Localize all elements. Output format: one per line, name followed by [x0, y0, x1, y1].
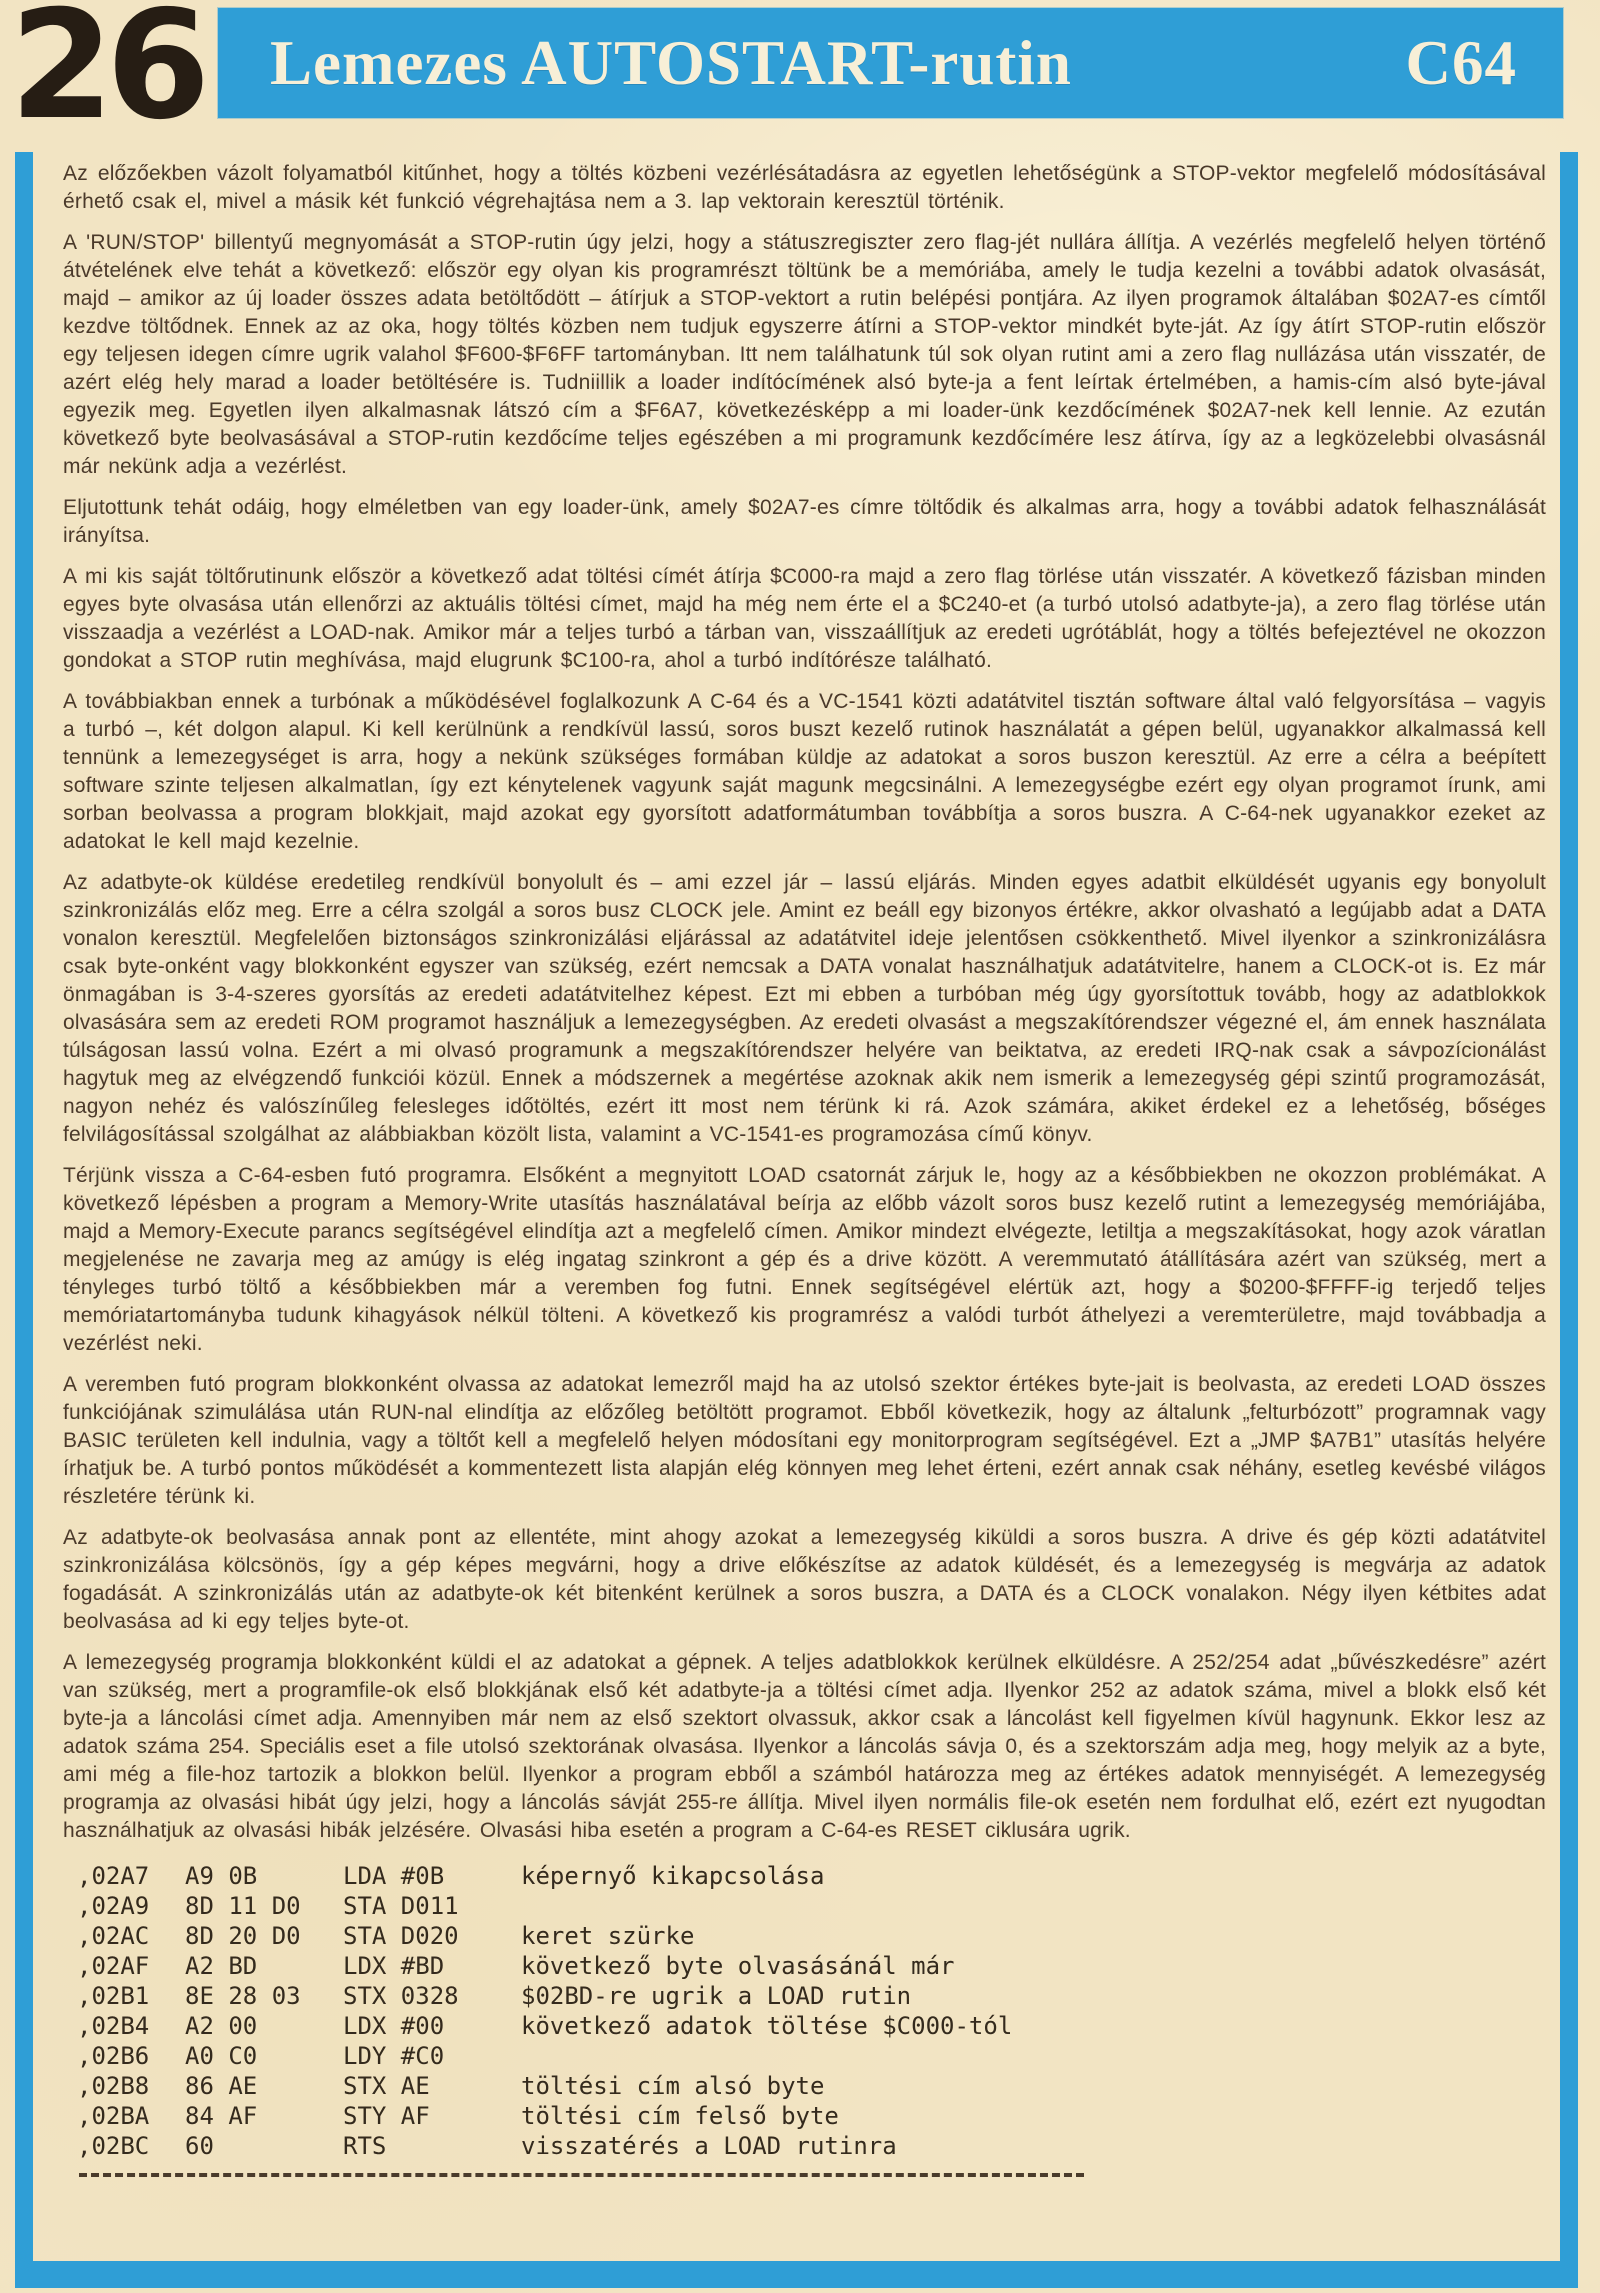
paragraph: A továbbiakban ennek a turbónak a működésével foglalkozunk A C-64 és a VC-1541 közti adatátvitel tisztán software által való felgyorsítása – vagyis a turbó –, két dolgon alapul. Ki kell kerülnünk a rendkívül lassú, soros buszt kezelő rutinok használatát a gépen belül, ugyanakkor alkalmassá kell tennünk a lemezegységet is arra, hogy a nekünk szükséges formában küldje az adatokat a soros buszon keresztül. Az erre a célra a beépített software szinte teljesen alkalmatlan, így ezt kénytelenek vagyunk saját magunk megcsinálni. A lemezegységbe ezért egy olyan programot írunk, ami sorban beolvassa a program blokkjait, majd azokat egy gyorsított adatformátumban továbbítja a soros buszra. A C-64-nek ugyanakkor ezeket az adatokat le kell majd kezelnie. [63, 690, 1546, 853]
listing-comment: töltési cím felső byte [521, 2102, 839, 2130]
listing-row [77, 1891, 1546, 1921]
listing-address: ,02B8 [77, 2072, 150, 2100]
code-listing [77, 1861, 1546, 2177]
listing-bytes: A2 BD [185, 1952, 258, 1980]
listing-address: ,02B4 [77, 2012, 150, 2040]
listing-comment: képernyő kikapcsolása [521, 1862, 825, 1890]
paragraph: Térjünk vissza a C-64-esben futó programra. Elsőként a megnyitott LOAD csatornát zárjuk le, hogy az a későbbiekben ne okozzon problémákat. A következő lépésben a program a Memory-Write utasítás használatával beírja az előbb vázolt soros busz kezelő rutint a lemezegység memóriájába, majd a Memory-Execute parancs segítségével elindítja azt a megfelelő címen. Amikor mindezt elvégezte, letiltja a megszakításokat, hogy azok váratlan megjelenése ne zavarja meg az amúgy is elég ingatag szinkront a gép és a drive között. A veremmutató átállítására azért van szükség, mert a tényleges turbó töltő a későbbiekben már a veremben fog futni. Ennek segítségével elértük azt, hogy a $0200-$FFFF-ig terjedő teljes memóriatartományba tudunk kihagyások nélkül tölteni. A következő kis programrész a valódi turbót áthelyezi a veremterületre, majd továbbadja a vezérlést neki. [63, 1164, 1546, 1355]
listing-row [77, 2011, 1546, 2041]
paragraph: A lemezegység programja blokkonként küldi el az adatokat a gépnek. A teljes adatblokkok kerülnek elküldésre. A 252/254 adat „bűvészkedésre” azért van szükség, mert a programfile-ok első blokkjának első két adatbyte-ja a töltési címet adja. Ilyenkor 252 az adatok száma, mivel a blokk első két byte-ja a láncolási címet adja. Amennyiben már nem az első szektort olvassuk, akkor csak a láncolást kell figyelmen kívül hagynunk. Ekkor lesz az adatok száma 254. Speciális eset a file utolsó szektorának olvasása. Ilyenkor a láncolás sávja 0, és a szektorszám adja meg, hogy melyik az a byte, ami még a file-hoz tartozik a blokkon belül. Ilyenkor a program ebből a számból határozza meg az értékes adatok mennyiségét. A lemezegység programja az olvasási hibát úgy jelzi, hogy a láncolás sávját 255-re állítja. Mivel ilyen normális file-ok esetén nem fordulhat elő, ezért ezt nyugodtan használhatjuk az olvasási hibák jelzésére. Olvasási hiba esetén a program a C-64-es RESET ciklusára ugrik. [63, 1651, 1546, 1842]
paragraph: Az előzőekben vázolt folyamatból kitűnhet, hogy a töltés közbeni vezérlésátadásra az egyetlen lehetőségünk a STOP-vektor megfelelő módosításával érhető csak el, mivel a másik két funkció végrehajtása nem a 3. lap vektorain keresztül történik. [63, 162, 1546, 213]
page-header [0, 0, 1600, 153]
listing-row [77, 1981, 1546, 2011]
listing-row [77, 2131, 1546, 2161]
listing-address: ,02B1 [77, 1982, 150, 2010]
listing-comment [521, 1891, 1546, 1921]
listing-bytes: 86 AE [185, 2072, 258, 2100]
listing-bytes: A0 C0 [185, 2042, 258, 2070]
title-banner [218, 8, 1563, 118]
listing-row [77, 1951, 1546, 1981]
listing-bytes: A9 0B [185, 1862, 258, 1890]
listing-row [77, 1861, 1546, 1891]
paragraph: Eljutottunk tehát odáig, hogy elméletben van egy loader-ünk, amely $02A7-es címre töltődik és alkalmas arra, hogy a további adatok felhasználását irányítsa. [63, 496, 1546, 547]
listing-instruction: STX AE [343, 2072, 430, 2100]
paragraph: A veremben futó program blokkonként olvassa az adatokat lemezről majd ha az utolsó szektor értékes byte-jait is beolvasta, az eredeti LOAD összes funkciójának szimulálása után RUN-nal elindítja az előzőleg betöltött programot. Ebből következik, hogy az általunk „felturbózott” programnak vagy BASIC területen kell indulnia, vagy a töltőt kell a megfelelő helyen módosítani egy monitorprogram segítségével. Ezt a „JMP $A7B1” utasítás helyére írhatjuk be. A turbó pontos működését a kommentezett lista alapján elég könnyen meg lehet érteni, ezért annak csak néhány, esetleg kevésbé világos részletére térünk ki. [63, 1373, 1546, 1508]
listing-instruction: STA D011 [343, 1892, 459, 1920]
listing-bytes: 84 AF [185, 2102, 258, 2130]
paragraph: Az adatbyte-ok küldése eredetileg rendkívül bonyolult és – ami ezzel jár – lassú eljárás. Minden egyes adatbit elküldését ugyanis egy bonyolult szinkronizálás előz meg. Erre a célra szolgál a soros busz CLOCK jele. Amint ez beáll egy bizonyos értékre, akkor olvasható a legújabb adat a DATA vonalon keresztül. Megfelelően biztonságos szinkronizálási eljárással az adatátvitel ideje jelentősen csökkenthető. Mivel ilyenkor a szinkronizálásra csak byte-onként vagy blokkonként egyszer van szükség, ezért nemcsak a DATA vonalat használhatjuk adatátvitelre, hanem a CLOCK-ot is. Ez már önmagában is 3-4-szeres gyorsítás az eredeti adatátvitelhez képest. Ezt mi ebben a turbóban még úgy gyorsítottuk tovább, hogy az adatblokkok olvasására sem az eredeti ROM programot használjuk a lemezegységben. Az eredeti olvasást a megszakítórendszer végezné el, ám ennek használata túlságosan lassú volna. Ezért a mi olvasó programunk a megszakítórendszer helyére van beiktatva, az eredeti IRQ-nak csak a sávpozícionálást hagytuk meg az elvégzendő funkciói közül. Ennek a módszernek a megértése azoknak akik nem ismerik a lemezegység gépi szintű programozását, nagyon nehéz és valószínűleg felesleges időtöltés, ezért itt most nem térünk ki rá. Azok számára, akiket érdekel ez a lehetőség, bőséges felvilágosítással szolgálhat az alábbiakban közölt lista, valamint a VC-1541-es programozása című könyv. [63, 871, 1546, 1146]
listing-address: ,02AC [77, 1922, 150, 1950]
listing-bytes: A2 00 [185, 2012, 258, 2040]
listing-bytes: 8D 11 D0 [185, 1892, 301, 1920]
listing-address: ,02BA [77, 2102, 150, 2130]
listing-address: ,02BC [77, 2132, 150, 2160]
listing-instruction: STX 0328 [343, 1982, 459, 2010]
listing-bytes: 8E 28 03 [185, 1982, 301, 2010]
listing-address: ,02AF [77, 1952, 150, 1980]
paragraph: A mi kis saját töltőrutinunk először a következő adat töltési címét átírja $C000-ra majd a zero flag törlése után visszatér. A következő fázisban minden egyes byte olvasása után ellenőrzi az aktuális töltési címet, majd ha még nem érte el a $C240-et (a turbó utolsó adatbyte-ja), a zero flag törlése után visszaadja a vezérlést a LOAD-nak. Amikor már a teljes turbó a tárban van, visszaállítjuk az eredeti ugrótáblát, hogy a töltés befejeztével ne okozzon gondokat a STOP rutin meghívása, majd elugrunk $C100-ra, ahol a turbó indítórésze található. [63, 565, 1546, 672]
listing-comment [521, 2041, 1546, 2071]
listing-comment: visszatérés a LOAD rutinra [521, 2132, 897, 2160]
listing-address: ,02A7 [77, 1862, 150, 1890]
listing-instruction: STY AF [343, 2102, 430, 2130]
listing-comment: töltési cím alsó byte [521, 2072, 825, 2100]
listing-comment: következő byte olvasásánál már [521, 1952, 955, 1980]
article-title: Lemezes AUTOSTART-rutin [270, 27, 1072, 98]
listing-row [77, 1921, 1546, 1951]
listing-row [77, 2041, 1546, 2071]
listing-instruction: LDA #0B [343, 1862, 445, 1890]
listing-comment: következő adatok töltése $C000-tól [521, 2012, 1013, 2040]
listing-bytes: 8D 20 D0 [185, 1922, 301, 1950]
platform-label: C64 [1405, 27, 1517, 98]
listing-address: ,02A9 [77, 1892, 150, 1920]
content-frame [15, 152, 1578, 2288]
listing-separator [79, 2173, 1084, 2177]
listing-instruction: RTS [343, 2132, 387, 2160]
article-body [63, 160, 1546, 1845]
page-number: 26 [9, 0, 203, 153]
paragraph: Az adatbyte-ok beolvasása annak pont az ellentéte, mint ahogy azokat a lemezegység kiküldi a soros buszra. A drive és gép közti adatátvitel szinkronizálása kölcsönös, így a gép képes megvárni, hogy a drive előkészítse az adatok küldését, és a lemezegység is megvárja az adatok fogadását. A szinkronizálás után az adatbyte-ok két bitenként kerülnek a soros buszra, a DATA és a CLOCK vonalakon. Négy ilyen kétbites adat beolvasása ad ki egy teljes byte-ot. [63, 1526, 1546, 1633]
listing-instruction: LDX #00 [343, 2012, 445, 2040]
listing-comment: $02BD-re ugrik a LOAD rutin [521, 1982, 912, 2010]
listing-instruction: LDX #BD [343, 1952, 445, 1980]
listing-bytes: 60 [185, 2132, 214, 2160]
listing-instruction: LDY #C0 [343, 2042, 445, 2070]
paragraph: A 'RUN/STOP' billentyű megnyomását a STOP-rutin úgy jelzi, hogy a státuszregiszter zero flag-jét nullára állítja. A vezérlés megfelelő helyen történő átvételének elve tehát a következő: először egy olyan kis programrészt töltünk be a memóriába, amely le tudja kezelni a további adatok olvasását, majd – amikor az új loader összes adata betöltődött – átírjuk a STOP-vektort a rutin belépési pontjára. Az ilyen programok általában $02A7-es címtől kezdve töltődnek. Ennek az az oka, hogy töltés közben nem tudjuk egyszerre átírni a STOP-vektor mindkét byte-ját. Az így átírt STOP-rutin először egy teljesen idegen címre ugrik valahol $F600-$F6FF tartományban. Itt nem találhatunk túl sok olyan rutint ami a zero flag nullázása után visszatér, de azért elég hely marad a loader betöltésére is. Tudniillik a loader indítócímének alsó byte-ja a fent leírtak értelmében, a hamis-cím alsó byte-jával egyezik meg. Egyetlen ilyen alkalmasnak látszó cím a $F6A7, következésképp a mi loader-ünk kezdőcímének $02A7-nek kell lennie. Az ezután következő byte beolvasásával a STOP-rutin kezdőcíme teljes egészében a mi programunk kezdőcímére lesz átírva, így az a legközelebbi olvasásnál már nekünk adja a vezérlést. [63, 231, 1546, 478]
listing-comment: keret szürke [521, 1922, 695, 1950]
listing-instruction: STA D020 [343, 1922, 459, 1950]
listing-row [77, 2071, 1546, 2101]
listing-address: ,02B6 [77, 2042, 150, 2070]
listing-row [77, 2101, 1546, 2131]
